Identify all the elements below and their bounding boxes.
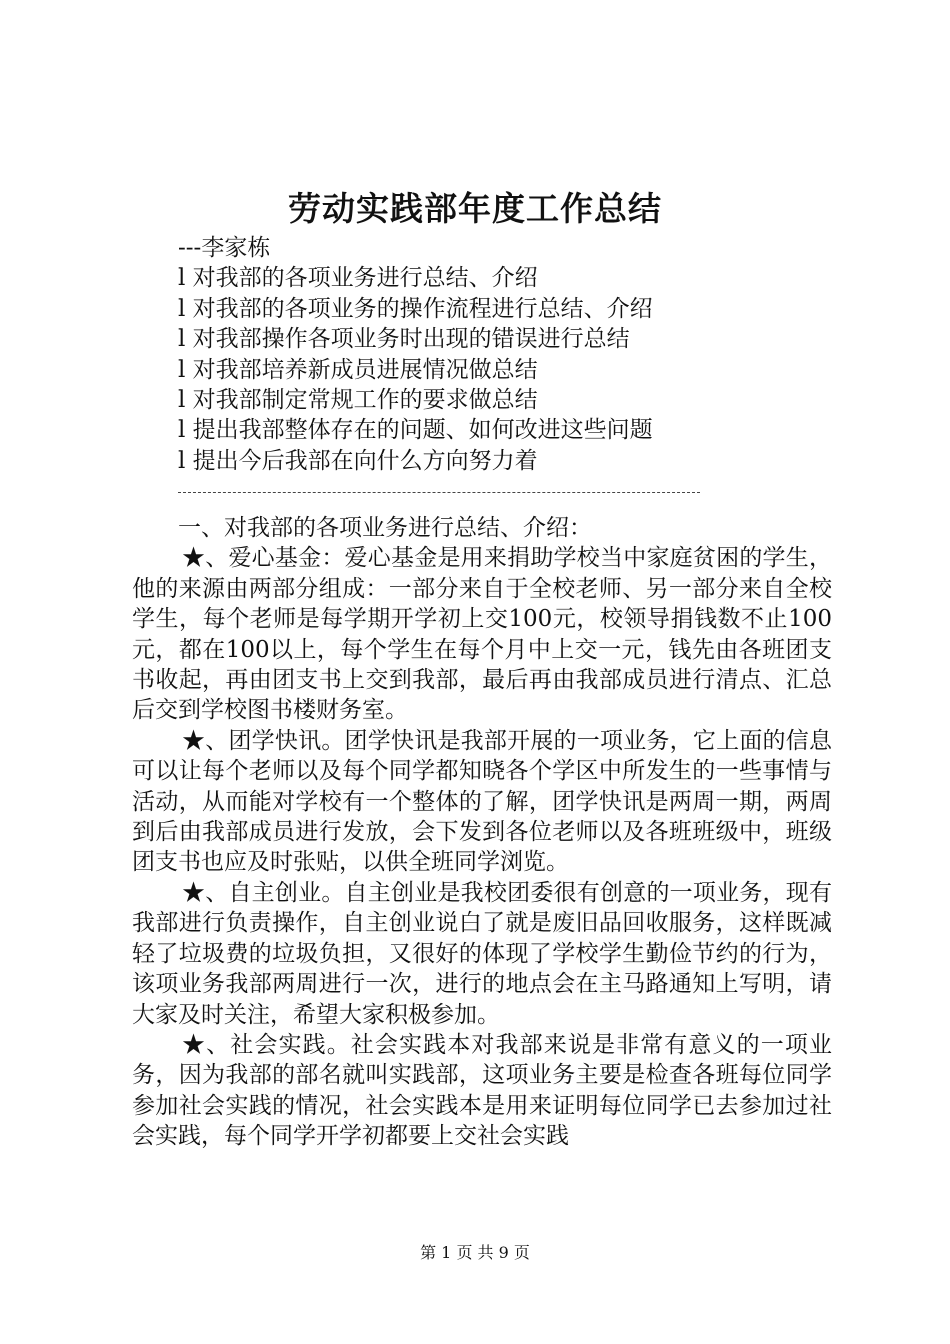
outline-list	[178, 233, 878, 476]
outline-item: l 对我部培养新成员进展情况做总结	[178, 356, 538, 383]
outline-item: l 对我部的各项业务进行总结、介绍	[178, 265, 538, 292]
dashed-divider	[178, 492, 700, 493]
document-body	[132, 513, 832, 1152]
outline-item: l 对我部的各项业务的操作流程进行总结、介绍	[178, 295, 653, 322]
outline-item: l 对我部制定常规工作的要求做总结	[178, 386, 538, 413]
paragraph-social-practice: ★、社会实践。社会实践本对我部来说是非常有意义的一项业务，因为我部的部名就叫实践部，这项业务主要是检查各班每位同学参加社会实践的情况，社会实践本是用来证明每位同学已去参加过社会实践，每个同学开学初都要上交社会实践	[132, 1031, 832, 1150]
section-heading: 一、对我部的各项业务进行总结、介绍：	[178, 515, 592, 541]
paragraph-love-fund: ★、爱心基金：爱心基金是用来捐助学校当中家庭贫困的学生，他的来源由两部分组成：一部分来自于全校老师、另一部分来自全校学生，每个老师是每学期开学初上交100元，校领导捐钱数不止100元，都在100以上，每个学生在每个月中上交一元，钱先由各班团支书收起，再由团支书上交到我部，最后再由我部成员进行清点、汇总后交到学校图书楼财务室。	[132, 545, 832, 724]
outline-item: l 对我部操作各项业务时出现的错误进行总结	[178, 326, 630, 353]
author-line: ---李家栋	[178, 235, 271, 261]
document-title: 劳动实践部年度工作总结	[288, 189, 662, 228]
paragraph-entrepreneurship: ★、自主创业。自主创业是我校团委很有创意的一项业务，现有我部进行负责操作，自主创业说白了就是废旧品回收服务，这样既减轻了垃圾费的垃圾负担，又很好的体现了学校学生勤俭节约的行为，该项业务我部两周进行一次，进行的地点会在主马路通知上写明，请大家及时关注，希望大家积极参加。	[132, 879, 832, 1028]
outline-item: l 提出今后我部在向什么方向努力着	[178, 447, 538, 474]
page-number-footer: 第 1 页 共 9 页	[420, 1243, 530, 1262]
paragraph-news-bulletin: ★、团学快讯。团学快讯是我部开展的一项业务，它上面的信息可以让每个老师以及每个同学都知晓各个学区中所发生的一些事情与活动，从而能对学校有一个整体的了解，团学快讯是两周一期，两周到后由我部成员进行发放，会下发到各位老师以及各班班级中，班级团支书也应及时张贴，以供全班同学浏览。	[132, 727, 832, 876]
outline-item: l 提出我部整体存在的问题、如何改进这些问题	[178, 417, 653, 444]
